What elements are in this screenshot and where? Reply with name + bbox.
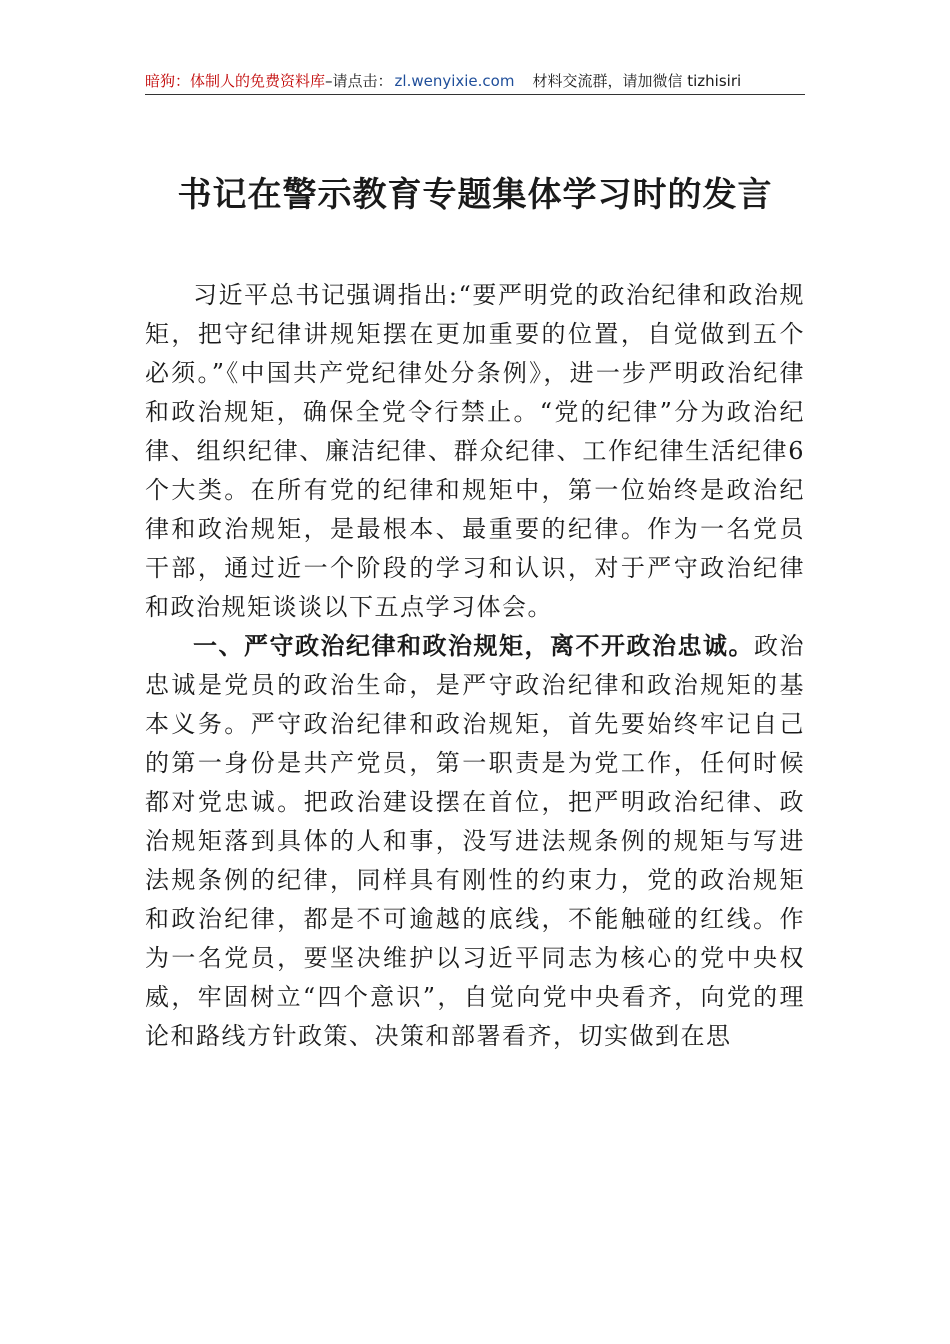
document-title: 书记在警示教育专题集体学习时的发言 (177, 175, 773, 215)
intro-paragraph: 习近平总书记强调指出:“要严明党的政治纪律和政治规矩，把守纪律讲规矩摆在更加重要的位置，自觉做到五个必须。”《中国共产党纪律处分条例》，进一步严明政治纪律和政治规矩，确保全党令行禁止。“党的纪律”分为政治纪律、组织纪律、廉洁纪律、群众纪律、工作纪律生活纪律6个大类。在所有党的纪律和规矩中，第一位始终是政治纪律和政治规矩，是最根本、最重要的纪律。作为一名党员干部，通过近一个阶段的学习和认识，对于严守政治纪律和政治规矩谈谈以下五点学习体会。 (145, 281, 805, 621)
section-1-heading: 一、严守政治纪律和政治规矩，离不开政治忠诚。 (193, 632, 754, 660)
header-group-info: 材料交流群，请加微信 tizhisiri (532, 72, 742, 90)
section-1-body: 政治忠诚是党员的政治生命，是严守政治纪律和政治规矩的基本义务。严守政治纪律和政治规矩，首先要始终牢记自己的第一身份是共产党员，第一职责是为党工作，任何时候都对党忠诚。把政治建设摆在首位，把严明政治纪律、政治规矩落到具体的人和事，没写进法规条例的规矩与写进法规条例的纪律，同样具有刚性的约束力，党的政治规矩和政治纪律，都是不可逾越的底线，不能触碰的红线。作为一名党员，要坚决维护以习近平同志为核心的党中央权威，牢固树立“四个意识”，自觉向党中央看齐，向党的理论和路线方针政策、决策和部署看齐，切实做到在思 (145, 632, 805, 1050)
header-banner (145, 68, 805, 95)
section-1-paragraph (145, 627, 805, 1056)
header-prompt: –请点击： (325, 72, 393, 90)
header-link[interactable]: zl.wenyixie.com (394, 72, 515, 90)
document-body (145, 276, 805, 1056)
header-brand: 暗狗：体制人的免费资料库 (145, 72, 326, 90)
